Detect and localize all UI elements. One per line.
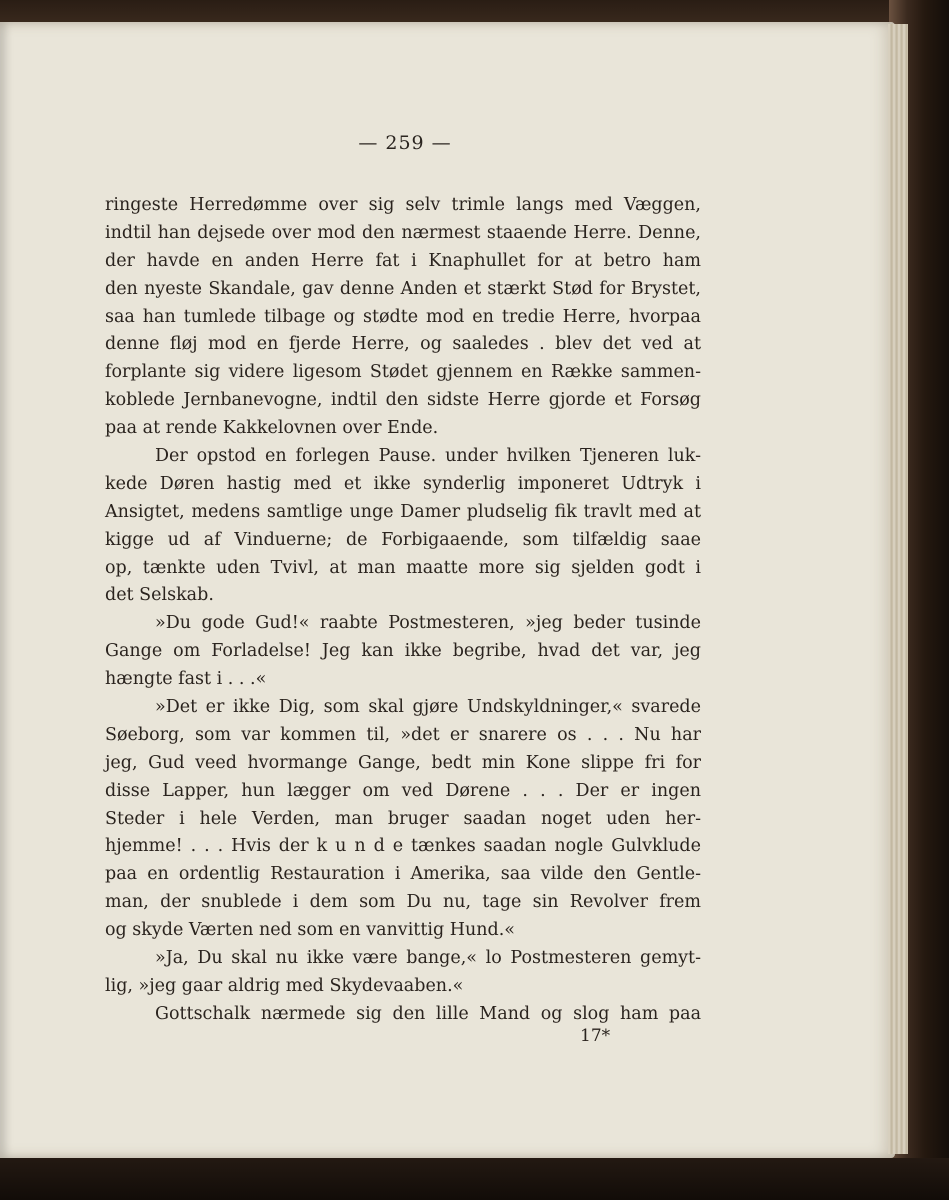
text-line: Søeborg, som var kommen til, »det er snarere os . . . Nu har — [105, 724, 701, 745]
signature-mark: 17* — [580, 1026, 611, 1046]
page-stack-edge — [888, 24, 908, 1154]
text-line: forplante sig videre ligesom Stødet gjennem en Række sammen- — [105, 362, 701, 383]
text-line: »Du gode Gud!« raabte Postmesteren, »jeg beder tusinde — [155, 613, 701, 634]
text-line: hjemme! . . . Hvis der k u n d e tænkes saadan nogle Gulvklude — [105, 836, 701, 857]
page-text — [105, 192, 701, 1029]
text-line: og skyde Værten ned som en vanvittig Hund.« — [105, 920, 515, 941]
text-line: ringeste Herredømme over sig selv trimle langs med Væggen, — [105, 195, 701, 215]
page-number: — 259 — — [358, 132, 452, 154]
text-line: den nyeste Skandale, gav denne Anden et stærkt Stød for Brystet, — [105, 278, 701, 299]
text-line: denne fløj mod en fjerde Herre, og saaledes . blev det ved at — [105, 334, 701, 355]
text-line: koblede Jernbanevogne, indtil den sidste Herre gjorde et Forsøg — [105, 390, 701, 411]
text-line: lig, »jeg gaar aldrig med Skydevaaben.« — [105, 975, 464, 996]
text-line: man, der snublede i dem som Du nu, tage sin Revolver frem — [105, 892, 701, 913]
text-line: Gange om Forladelse! Jeg kan ikke begribe, hvad det var, jeg — [105, 641, 701, 662]
text-line: der havde en anden Herre fat i Knaphullet for at betro ham — [105, 250, 701, 271]
text-line: det Selskab. — [105, 585, 214, 606]
text-line: jeg, Gud veed hvormange Gange, bedt min Kone slippe fri for — [105, 752, 701, 773]
text-line: kede Døren hastig med et ikke synderlig imponeret Udtryk i — [105, 473, 701, 494]
text-line: hængte fast i . . .« — [105, 669, 267, 690]
text-line: indtil han dejsede over mod den nærmest staaende Herre. Denne, — [105, 222, 701, 243]
text-line: Gottschalk nærmede sig den lille Mand og slog ham paa — [155, 1003, 701, 1024]
text-line: saa han tumlede tilbage og stødte mod en tredie Herre, hvorpaa — [105, 306, 701, 327]
text-line: Der opstod en forlegen Pause. under hvilken Tjeneren luk- — [155, 446, 701, 467]
text-line: disse Lapper, hun lægger om ved Dørene . . . Der er ingen — [105, 780, 701, 801]
text-line: paa at rende Kakkelovnen over Ende. — [105, 418, 439, 439]
book-bottom-edge — [0, 1158, 949, 1200]
text-line: paa en ordentlig Restauration i Amerika, saa vilde den Gentle- — [105, 864, 701, 885]
text-line: »Det er ikke Dig, som skal gjøre Undskyldninger,« svarede — [155, 697, 701, 718]
text-line: op, tænkte uden Tvivl, at man maatte more sig sjelden godt i — [105, 557, 701, 578]
text-line: Steder i hele Verden, man bruger saadan noget uden her- — [105, 808, 701, 829]
text-line: Ansigtet, medens samtlige unge Damer pludselig fik travlt med at — [105, 501, 701, 522]
text-line: kigge ud af Vinduerne; de Forbigaaende, som tilfældig saae — [105, 529, 701, 550]
text-line: »Ja, Du skal nu ikke være bange,« lo Postmesteren gemyt- — [155, 948, 701, 969]
